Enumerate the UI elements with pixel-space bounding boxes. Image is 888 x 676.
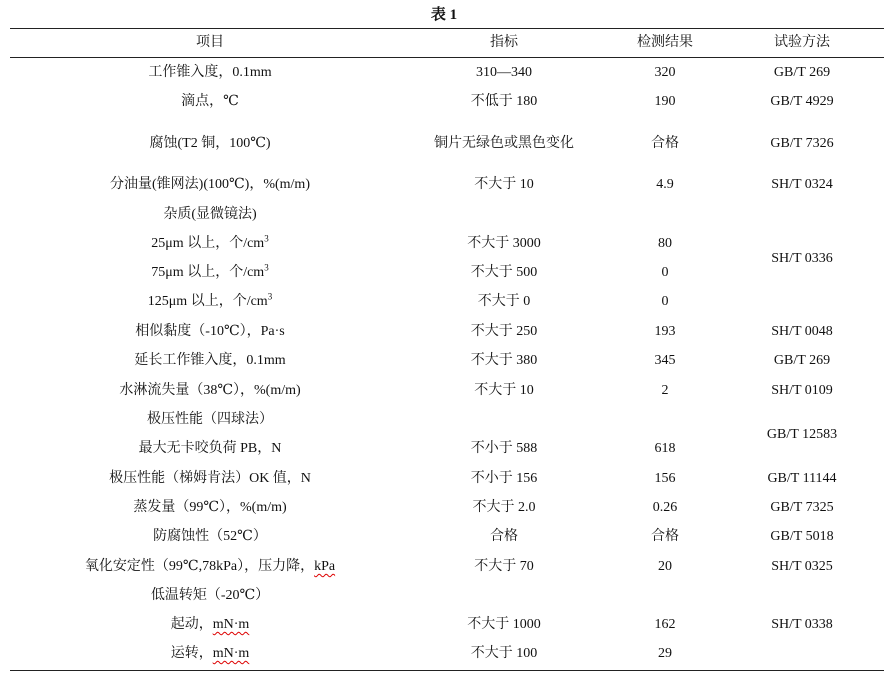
table-row-item: 防腐蚀性（52℃）	[153, 529, 267, 544]
header-method: 试验方法	[774, 35, 830, 50]
table-row-item: 起动，mN·m	[170, 617, 250, 632]
table-row-method: GB/T 7326	[770, 136, 834, 151]
table-row-spec: 不大于 250	[470, 324, 538, 339]
table-row-result: 合格	[651, 529, 679, 544]
table-row-result: 2	[661, 383, 669, 398]
header-rule	[10, 57, 884, 58]
table-row-item: 滴点，℃	[181, 94, 239, 109]
table-row-result: 320	[654, 65, 676, 80]
table-row-item: 125μm 以上，个$/cm^3$	[147, 291, 273, 309]
table-row-result: 0	[661, 294, 669, 309]
table-row-result: 0	[661, 265, 669, 280]
table-row-item: 氧化安定性（99℃,78kPa），压力降，kPa	[84, 559, 336, 574]
table-row-method: SH/T 0048	[771, 324, 833, 339]
table-row-result: 合格	[651, 136, 679, 151]
table-row-method: GB/T 11144	[767, 471, 837, 486]
table-row-spec: 310—340	[476, 65, 532, 80]
table-row-result: 80	[658, 236, 672, 251]
table-row-method: GB/T 4929	[770, 94, 834, 109]
table-row-item: 低温转矩（-20℃）	[150, 588, 270, 603]
table-row-result: 156	[654, 471, 676, 486]
table-row-spec: 不大于 500	[470, 265, 538, 280]
table-row-result: 20	[658, 559, 672, 574]
table-row-item: 75μm 以上，个$/cm^3$	[151, 262, 269, 280]
table-row-item: 25μm 以上，个$/cm^3$	[151, 233, 269, 251]
table-row-method: SH/T 0109	[771, 383, 833, 398]
table-row-item: 延长工作锥入度，0.1mm	[134, 353, 286, 368]
table-row-item: 水淋流失量（38℃），%(m/m)	[119, 383, 301, 398]
header-spec: 指标	[490, 35, 518, 50]
table-row-result: 618	[654, 441, 676, 456]
table-row-spec: 不大于 3000	[467, 236, 541, 251]
table-row-spec: 不大于 2.0	[472, 500, 536, 515]
table-row-item: 运转，mN·m	[170, 646, 250, 661]
table-row-method: SH/T 0336	[771, 251, 833, 266]
table-row-result: 162	[654, 617, 676, 632]
table-row-spec: 不大于 100	[470, 646, 538, 661]
table-caption: 表 1	[430, 7, 458, 23]
table-row-spec: 不低于 180	[470, 94, 538, 109]
table-row-result: 193	[654, 324, 676, 339]
header-result: 检测结果	[637, 35, 693, 50]
table-row-method: GB/T 269	[773, 353, 831, 368]
table-row-result: 4.9	[656, 177, 674, 192]
table-row-method: GB/T 12583	[766, 427, 838, 442]
table-row-item: 蒸发量（99℃），%(m/m)	[133, 500, 287, 515]
table-row-spec: 不大于 0	[477, 294, 531, 309]
table-row-method: GB/T 7325	[770, 500, 834, 515]
bottom-rule	[10, 670, 884, 671]
table-row-spec: 铜片无绿色或黑色变化	[434, 136, 574, 151]
table-row-method: SH/T 0338	[771, 617, 833, 632]
table-row-item: 相似黏度（-10℃），Pa·s	[135, 324, 285, 339]
table-row-result: 0.26	[652, 500, 678, 515]
table-row-spec: 不大于 1000	[467, 617, 541, 632]
table-row-result: 345	[654, 353, 676, 368]
table-row-method: SH/T 0324	[771, 177, 833, 192]
header-item: 项目	[196, 35, 224, 50]
table-row-spec: 不小于 156	[470, 471, 538, 486]
table-row-spec: 合格	[490, 529, 518, 544]
table-row-method: GB/T 269	[773, 65, 831, 80]
table-row-spec: 不大于 10	[474, 177, 534, 192]
table-row-spec: 不大于 10	[474, 383, 534, 398]
table-row-spec: 不大于 70	[474, 559, 534, 574]
table-row-item: 极压性能（四球法）	[147, 412, 273, 427]
table-row-result: 29	[658, 646, 672, 661]
table-row-item: 工作锥入度，0.1mm	[148, 65, 272, 80]
table-row-method: SH/T 0325	[771, 559, 833, 574]
table-row-item: 极压性能（梯姆肯法）OK 值，N	[109, 471, 311, 486]
table-row-item: 腐蚀(T2 铜，100℃)	[149, 136, 271, 151]
table-row-result: 190	[654, 94, 676, 109]
table-row-item: 最大无卡咬负荷 PB，N	[138, 441, 282, 456]
table-row-item: 杂质(显微镜法)	[163, 207, 257, 222]
table-row-spec: 不大于 380	[470, 353, 538, 368]
table-row-item: 分油量(锥网法)(100℃)，%(m/m)	[110, 177, 310, 192]
top-rule	[10, 28, 884, 29]
table-row-spec: 不小于 588	[470, 441, 538, 456]
table-row-method: GB/T 5018	[770, 529, 834, 544]
